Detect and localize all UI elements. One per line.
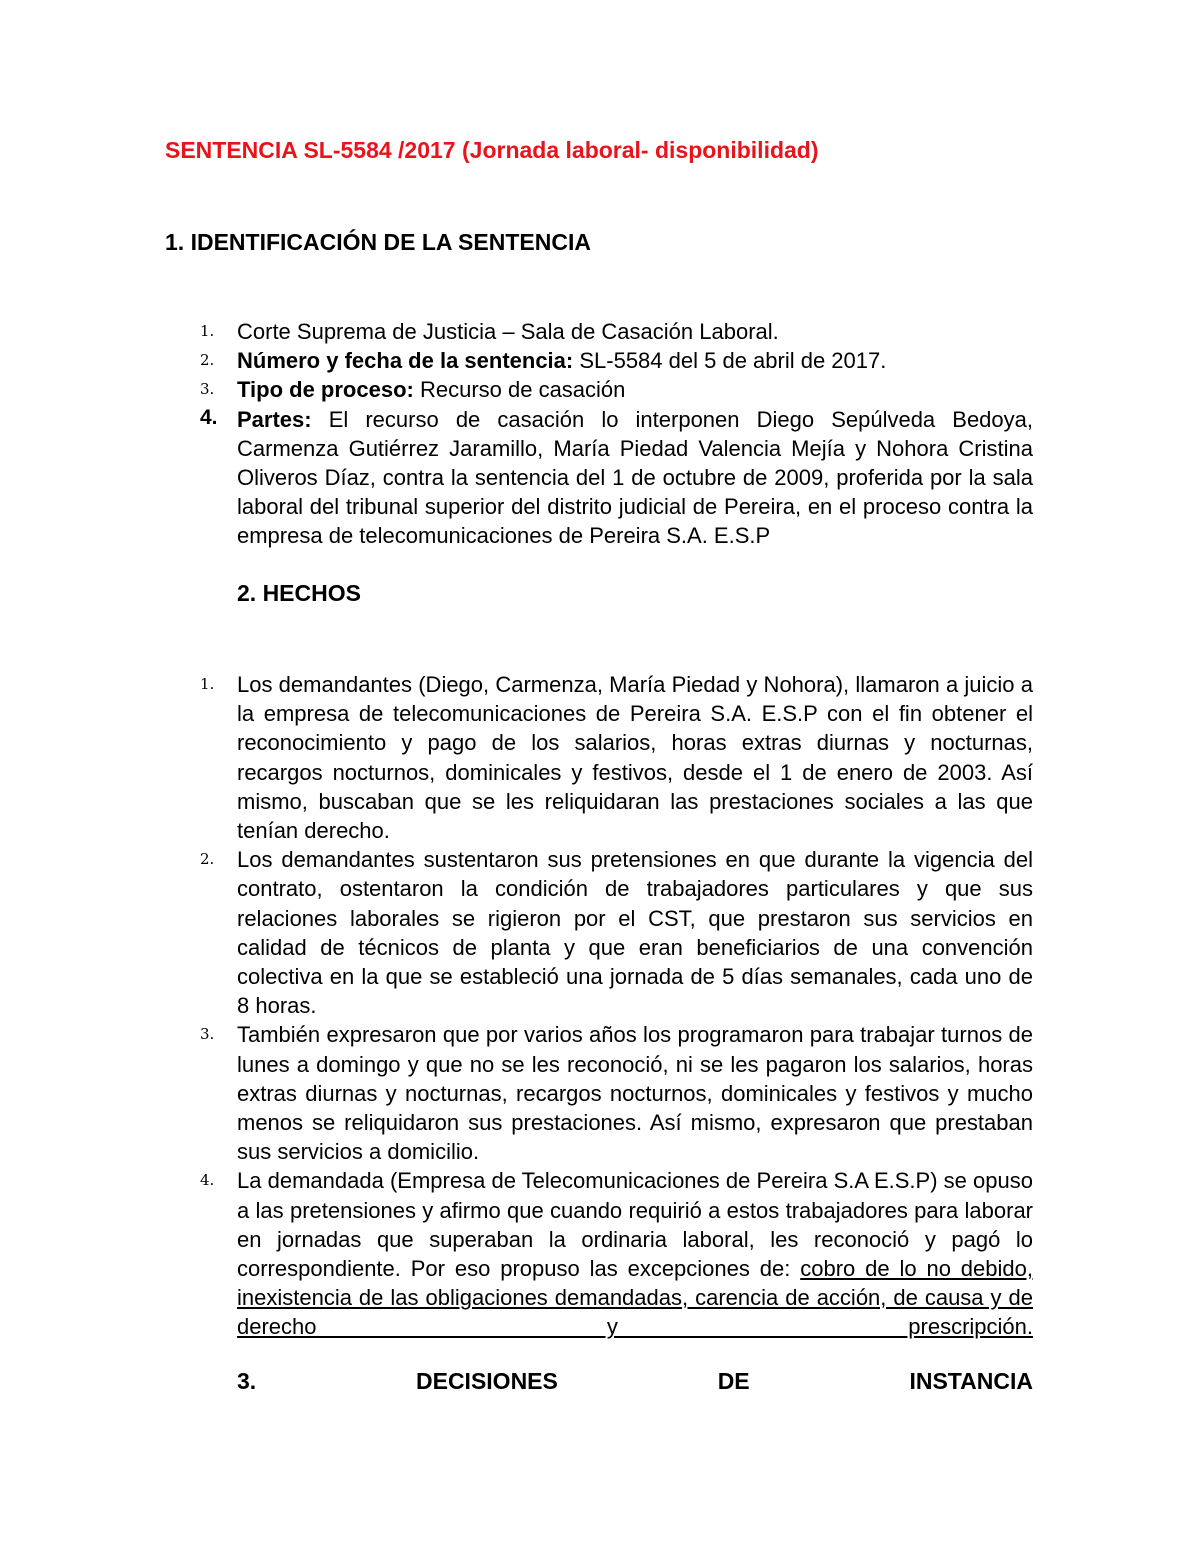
list-item [0,317,1200,346]
item-text: SL-5584 del 5 de abril de 2017. [573,348,887,374]
heading-part: 3. [237,1368,257,1394]
list-item [0,346,1200,375]
list-item [0,1166,1200,1341]
list-number: 4. [200,1171,215,1190]
excepciones-underlined: cobro de lo no debido, inexistencia de las obligaciones demandadas, carencia de acción, de causa y de derecho y prescripción. [237,1256,1033,1340]
item-text: El recurso de casación lo interponen Diego Sepúlveda Bedoya, Carmenza Gutiérrez Jaramillo, María Piedad Valencia Mejía y Nohora Cristina Oliveros Díaz, contra la sentencia del 1 de octubre de 2009, proferida por la sala laboral del tribunal superior del distrito judicial de Pereira, en el proceso contra la empresa de telecomunicaciones de Pereira S.A. E.S.P [237,406,1033,549]
list-item [0,670,1200,845]
list-item [0,375,1200,404]
section-heading-decisiones [237,1368,1033,1395]
list-item [0,405,1200,551]
list-number: 2. [200,850,215,869]
section-heading-hechos: 2. HECHOS [237,580,361,606]
hechos-list [0,670,1200,1342]
list-item-text: También expresaron que por varios años los programaron para trabajar turnos de lunes a domingo y que no se les reconoció, ni se les pagaron los salarios, horas extras diurnas y nocturnas, recargos nocturnos, dominicales y festivos y mucho menos se reliquidaron sus prestaciones. Así mismo, expresaron que prestaban sus servicios a domicilio. [237,1022,1033,1165]
list-number: 3. [200,1025,215,1044]
item-text: La demandada (Empresa de Telecomunicaciones de Pereira S.A E.S.P) se opuso a las pretensiones y afirmo que cuando requirió a estos trabajadores para laborar en jornadas que superaban la ordinaria laboral, les reconoció y pagó lo correspondiente. Por eso propuso las excepciones de: [237,1168,1033,1282]
list-number: 1. [200,322,215,340]
list-item-text [237,405,1033,551]
list-item-text: Los demandantes sustentaron sus pretensiones en que durante la vigencia del contrato, ostentaron la condición de trabajadores particulares y que sus relaciones laborales se rigieron por el CST, que prestaron sus servicios en calidad de técnicos de planta y que eran beneficiarios de una convención colectiva en la que se estableció una jornada de 5 días semanales, cada uno de 8 horas. [237,847,1033,1019]
item-label: Tipo de proceso: [237,377,414,403]
heading-part: DECISIONES [416,1368,558,1394]
item-label: Partes: [237,406,312,432]
section-heading-identificacion: 1. IDENTIFICACIÓN DE LA SENTENCIA [165,229,591,255]
list-number: 3. [200,380,215,399]
list-item [0,845,1200,1020]
heading-part: INSTANCIA [909,1368,1033,1394]
list-number: 1. [200,675,215,693]
list-number: 4. [200,405,218,429]
list-item-text [237,346,1033,375]
item-label: Número y fecha de la sentencia: [237,348,574,374]
document-title: SENTENCIA SL-5584 /2017 (Jornada laboral- disponibilidad) [165,137,819,163]
heading-part: DE [717,1368,750,1394]
item-text: Corte Suprema de Justicia – Sala de Casación Laboral. [237,319,779,344]
item-text: Recurso de casación [413,377,626,403]
list-item-text [237,1166,1033,1341]
list-number: 2. [200,351,215,370]
list-item [0,1020,1200,1166]
list-item-text: Los demandantes (Diego, Carmenza, María Piedad y Nohora), llamaron a juicio a la empresa de telecomunicaciones de Pereira S.A. E.S.P con el fin obtener el reconocimiento y pago de los salarios, horas extras diurnas y nocturnas, recargos nocturnos, dominicales y festivos, desde el 1 de enero de 2003. Así mismo, buscaban que se les reliquidaran las prestaciones sociales a las que tenían derecho. [237,672,1033,844]
list-item-text [237,375,1033,404]
list-item-text [237,317,1033,346]
identification-list [0,317,1200,551]
